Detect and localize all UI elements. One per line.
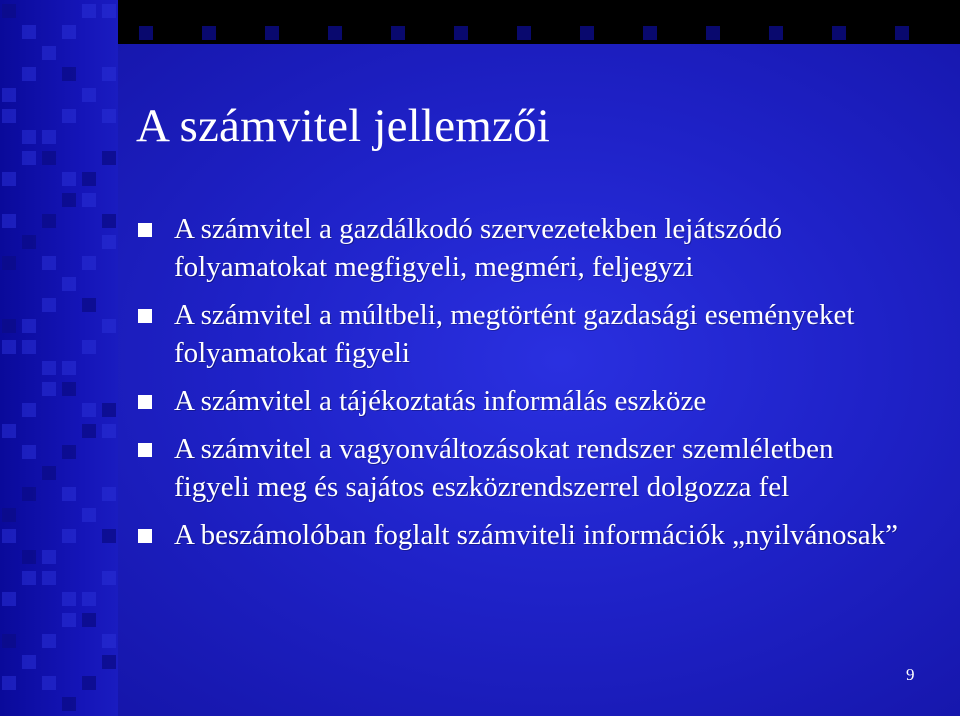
slide-number: 9 bbox=[906, 665, 915, 684]
decorative-square bbox=[139, 26, 153, 40]
decorative-square bbox=[62, 487, 76, 501]
bullet-text: A számvitel a gazdálkodó szervezetekben lejátszódó folyamatokat megfigyeli, megméri, feljegyzi bbox=[174, 213, 782, 283]
bullet-square-icon bbox=[138, 309, 152, 323]
decorative-square bbox=[2, 109, 16, 123]
decorative-square bbox=[22, 235, 36, 249]
decorative-square bbox=[2, 592, 16, 606]
decorative-square bbox=[42, 298, 56, 312]
decorative-square bbox=[62, 67, 76, 81]
bullet-text: A számvitel a tájékoztatás informálás eszköze bbox=[174, 385, 707, 417]
decorative-square bbox=[82, 676, 96, 690]
decorative-square bbox=[62, 277, 76, 291]
decorative-square bbox=[42, 571, 56, 585]
slide-title: A számvitel jellemzői bbox=[136, 100, 551, 152]
decorative-square bbox=[62, 361, 76, 375]
decorative-square bbox=[2, 319, 16, 333]
decorative-square bbox=[102, 235, 116, 249]
decorative-square bbox=[454, 26, 468, 40]
decorative-square bbox=[2, 256, 16, 270]
bullet-square-icon bbox=[138, 443, 152, 457]
bullet-item bbox=[138, 296, 908, 372]
decorative-square bbox=[42, 634, 56, 648]
decorative-square bbox=[82, 4, 96, 18]
decorative-square bbox=[706, 26, 720, 40]
decorative-square bbox=[102, 655, 116, 669]
decorative-square bbox=[62, 697, 76, 711]
decorative-square bbox=[62, 193, 76, 207]
decorative-square bbox=[102, 151, 116, 165]
bullet-text: A számvitel a vagyonváltozásokat rendszer szemléletben figyeli meg és sajátos eszközrendszerrel dolgozza fel bbox=[174, 433, 834, 503]
decorative-square bbox=[42, 130, 56, 144]
decorative-square bbox=[62, 529, 76, 543]
decorative-square bbox=[82, 193, 96, 207]
decorative-square bbox=[42, 256, 56, 270]
decorative-square bbox=[102, 424, 116, 438]
decorative-square bbox=[42, 466, 56, 480]
decorative-square bbox=[391, 26, 405, 40]
bullet-square-icon bbox=[138, 529, 152, 543]
decorative-square bbox=[22, 67, 36, 81]
decorative-square bbox=[265, 26, 279, 40]
decorative-square bbox=[102, 634, 116, 648]
decorative-square bbox=[42, 214, 56, 228]
decorative-square bbox=[22, 130, 36, 144]
decorative-square bbox=[22, 571, 36, 585]
decorative-square bbox=[62, 172, 76, 186]
bullet-item bbox=[138, 210, 908, 286]
decorative-square bbox=[517, 26, 531, 40]
decorative-square bbox=[42, 361, 56, 375]
decorative-square bbox=[62, 592, 76, 606]
bullet-item bbox=[138, 382, 908, 420]
decorative-square bbox=[202, 26, 216, 40]
decorative-square bbox=[22, 445, 36, 459]
decorative-square bbox=[42, 550, 56, 564]
decorative-square bbox=[22, 403, 36, 417]
left-decorative-strip bbox=[0, 0, 118, 716]
decorative-square bbox=[2, 508, 16, 522]
decorative-square bbox=[769, 26, 783, 40]
bullet-item bbox=[138, 430, 908, 506]
bullet-list bbox=[138, 210, 908, 564]
decorative-square bbox=[102, 67, 116, 81]
decorative-square bbox=[832, 26, 846, 40]
decorative-square bbox=[102, 319, 116, 333]
decorative-square bbox=[2, 676, 16, 690]
decorative-square bbox=[22, 487, 36, 501]
decorative-square bbox=[102, 403, 116, 417]
bullet-square-icon bbox=[138, 395, 152, 409]
decorative-square bbox=[62, 25, 76, 39]
decorative-square bbox=[82, 592, 96, 606]
decorative-square bbox=[102, 109, 116, 123]
decorative-square bbox=[2, 424, 16, 438]
decorative-square bbox=[62, 613, 76, 627]
decorative-square bbox=[42, 46, 56, 60]
decorative-square bbox=[82, 340, 96, 354]
decorative-square bbox=[2, 88, 16, 102]
decorative-square bbox=[643, 26, 657, 40]
decorative-square bbox=[82, 403, 96, 417]
decorative-square bbox=[580, 26, 594, 40]
decorative-square bbox=[42, 382, 56, 396]
decorative-square bbox=[22, 340, 36, 354]
decorative-square bbox=[22, 319, 36, 333]
decorative-square bbox=[82, 172, 96, 186]
decorative-square bbox=[2, 634, 16, 648]
decorative-square bbox=[102, 487, 116, 501]
decorative-square bbox=[22, 25, 36, 39]
decorative-square bbox=[22, 151, 36, 165]
decorative-square bbox=[82, 256, 96, 270]
bullet-square-icon bbox=[138, 223, 152, 237]
decorative-square bbox=[102, 4, 116, 18]
bullet-text: A számvitel a múltbeli, megtörtént gazdasági eseményeket folyamatokat figyeli bbox=[174, 299, 855, 369]
decorative-square bbox=[328, 26, 342, 40]
decorative-square bbox=[895, 26, 909, 40]
decorative-squares bbox=[118, 0, 960, 44]
decorative-square bbox=[22, 550, 36, 564]
decorative-square bbox=[82, 424, 96, 438]
decorative-square bbox=[82, 613, 96, 627]
decorative-square bbox=[82, 508, 96, 522]
bullet-text: A beszámolóban foglalt számviteli információk „nyilvánosak” bbox=[174, 519, 898, 551]
decorative-square bbox=[82, 88, 96, 102]
decorative-square bbox=[42, 151, 56, 165]
decorative-square bbox=[82, 298, 96, 312]
decorative-square bbox=[2, 172, 16, 186]
decorative-square bbox=[62, 109, 76, 123]
decorative-square bbox=[2, 214, 16, 228]
decorative-square bbox=[102, 571, 116, 585]
decorative-square bbox=[22, 655, 36, 669]
bullet-item bbox=[138, 516, 908, 554]
decorative-square bbox=[2, 4, 16, 18]
decorative-square bbox=[2, 529, 16, 543]
decorative-square bbox=[62, 382, 76, 396]
decorative-square bbox=[2, 340, 16, 354]
decorative-square bbox=[62, 445, 76, 459]
decorative-square bbox=[42, 676, 56, 690]
decorative-square bbox=[102, 529, 116, 543]
decorative-square bbox=[102, 214, 116, 228]
